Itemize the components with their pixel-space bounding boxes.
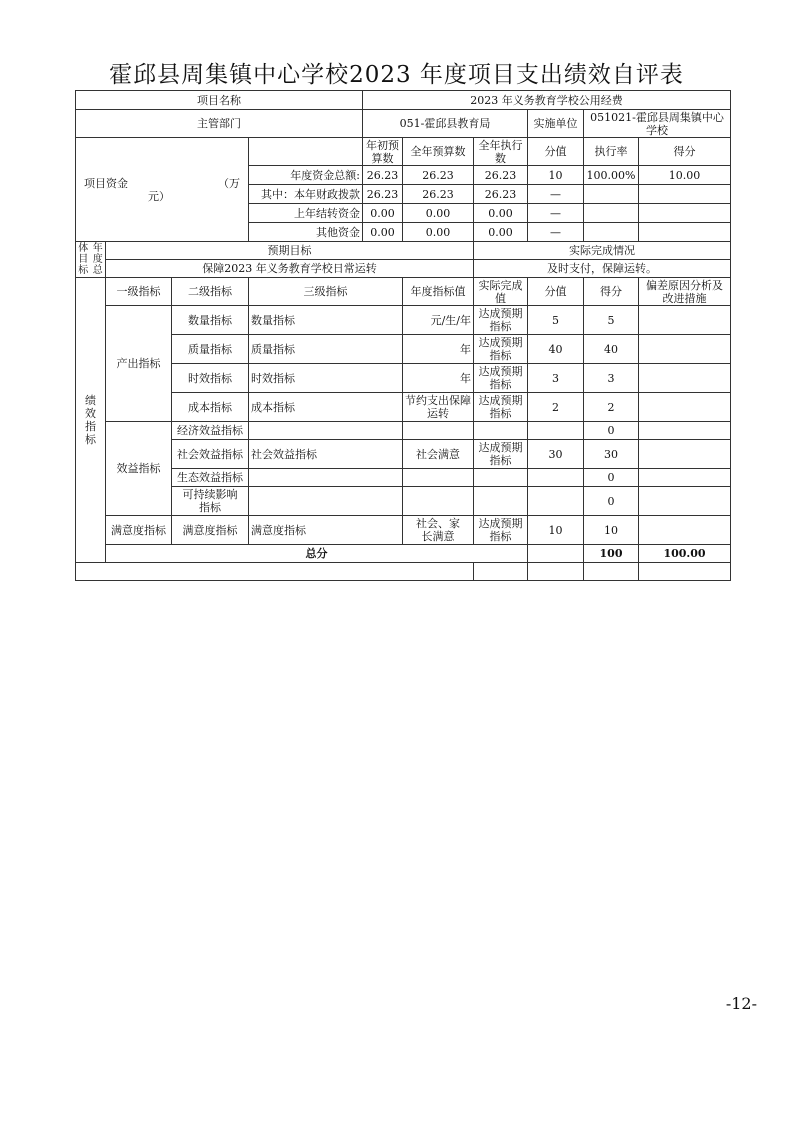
indicator-l3 [249, 469, 403, 487]
header-score: 得分 [584, 278, 639, 306]
indicator-score-value: 10 [528, 516, 584, 545]
funds-row-exec: 0.00 [474, 204, 528, 223]
funds-header-blank [249, 138, 363, 166]
indicator-l3: 社会效益指标 [249, 440, 403, 469]
project-funds-label [76, 138, 249, 242]
indicator-row [76, 516, 731, 545]
indicator-score: 5 [584, 306, 639, 335]
funds-header-init: 年初预算数 [363, 138, 403, 166]
funds-row-name: 其中：本年财政拨款 [249, 185, 363, 204]
indicator-reason [639, 469, 731, 487]
empty-row [76, 563, 731, 581]
indicator-target [403, 487, 474, 516]
empty-cell [639, 563, 731, 581]
indicator-score: 2 [584, 393, 639, 422]
header-score-value: 分值 [528, 278, 584, 306]
indicator-l2: 满意度指标 [172, 516, 249, 545]
funds-row-score: 10.00 [639, 166, 731, 185]
indicator-row [76, 364, 731, 393]
funds-row-exec: 26.23 [474, 185, 528, 204]
indicator-l3 [249, 487, 403, 516]
funds-header-score-value: 分值 [528, 138, 584, 166]
unit-value: 051021-霍邱县周集镇中心学校 [584, 110, 731, 138]
indicator-score-value [528, 422, 584, 440]
funds-row-init: 0.00 [363, 223, 403, 242]
funds-row-score-value: 10 [528, 166, 584, 185]
funds-label-b: （万 [218, 176, 240, 190]
actual-goal-value: 及时支付，保障运转。 [474, 260, 731, 278]
funds-header-row [76, 138, 731, 166]
indicator-row [76, 422, 731, 440]
goal-side-label [76, 242, 106, 278]
indicator-reason [639, 422, 731, 440]
unit-label: 实施单位 [528, 110, 584, 138]
output-indicator-label: 产出指标 [106, 306, 172, 422]
funds-label-a: 项目资金 [84, 176, 128, 190]
indicator-reason [639, 516, 731, 545]
indicator-l2: 生态效益指标 [172, 469, 249, 487]
funds-row-score [639, 223, 731, 242]
funds-header-annual: 全年预算数 [403, 138, 474, 166]
indicator-score-value: 2 [528, 393, 584, 422]
indicator-actual: 达成预期指标 [474, 393, 528, 422]
project-name-label: 项目名称 [76, 91, 363, 110]
funds-row-name: 其他资金 [249, 223, 363, 242]
indicator-header-row [76, 278, 731, 306]
funds-row-rate: 100.00% [584, 166, 639, 185]
indicator-score-value: 30 [528, 440, 584, 469]
header-actual: 实际完成值 [474, 278, 528, 306]
empty-cell [76, 563, 474, 581]
indicator-actual: 达成预期指标 [474, 335, 528, 364]
indicator-row [76, 440, 731, 469]
goal-char: 标 [78, 265, 89, 276]
indicator-score-value: 3 [528, 364, 584, 393]
funds-row-rate [584, 204, 639, 223]
funds-header-score: 得分 [639, 138, 731, 166]
indicator-reason [639, 364, 731, 393]
funds-row-rate [584, 185, 639, 204]
funds-row-rate [584, 223, 639, 242]
indicator-reason [639, 335, 731, 364]
satisfaction-indicator-label: 满意度指标 [106, 516, 172, 545]
indicator-target: 年 [403, 364, 474, 393]
indicator-score: 10 [584, 516, 639, 545]
project-name-row [76, 91, 731, 110]
header-level3: 三级指标 [249, 278, 403, 306]
indicator-target: 社会满意 [403, 440, 474, 469]
empty-cell [528, 563, 584, 581]
funds-row-score-value: — [528, 223, 584, 242]
department-row [76, 110, 731, 138]
indicator-actual: 达成预期指标 [474, 306, 528, 335]
self-evaluation-table [75, 90, 731, 581]
funds-row-annual: 0.00 [403, 223, 474, 242]
indicator-score: 0 [584, 422, 639, 440]
funds-row-exec: 0.00 [474, 223, 528, 242]
funds-row-annual: 26.23 [403, 185, 474, 204]
indicator-row [76, 393, 731, 422]
indicator-target [403, 422, 474, 440]
indicator-l3: 时效指标 [249, 364, 403, 393]
funds-row-exec: 26.23 [474, 166, 528, 185]
indicator-reason [639, 487, 731, 516]
expected-goal-label: 预期目标 [106, 242, 474, 260]
empty-cell [584, 563, 639, 581]
indicator-target: 年 [403, 335, 474, 364]
funds-header-rate: 执行率 [584, 138, 639, 166]
indicator-l3: 满意度指标 [249, 516, 403, 545]
indicator-actual [474, 487, 528, 516]
department-value: 051-霍邱县教育局 [363, 110, 528, 138]
total-row [76, 545, 731, 563]
indicator-row [76, 487, 731, 516]
total-label: 总分 [106, 545, 528, 563]
indicator-reason [639, 440, 731, 469]
funds-row-init: 26.23 [363, 185, 403, 204]
indicator-side-label [76, 278, 106, 563]
funds-row-score-value: — [528, 185, 584, 204]
indicator-row [76, 306, 731, 335]
page-title: 霍邱县周集镇中心学校2023 年度项目支出绩效自评表 [109, 62, 684, 88]
indicator-target: 元/生/年 [403, 306, 474, 335]
funds-row-name: 年度资金总额: [249, 166, 363, 185]
indicator-score-value [528, 487, 584, 516]
goal-char: 度 [92, 254, 103, 265]
funds-row-annual: 26.23 [403, 166, 474, 185]
indicator-target: 社会、家长满意 [403, 516, 474, 545]
header-reason: 偏差原因分析及改进措施 [639, 278, 731, 306]
indicator-actual [474, 469, 528, 487]
project-name-value: 2023 年义务教育学校公用经费 [363, 91, 731, 110]
indicator-actual [474, 422, 528, 440]
indicator-score-value: 5 [528, 306, 584, 335]
indicator-score-value: 40 [528, 335, 584, 364]
funds-header-exec: 全年执行数 [474, 138, 528, 166]
goal-char: 年 [92, 243, 103, 254]
indicator-row [76, 335, 731, 364]
effect-indicator-label: 效益指标 [106, 422, 172, 516]
header-level1: 一级指标 [106, 278, 172, 306]
actual-goal-label: 实际完成情况 [474, 242, 731, 260]
goal-value-row [76, 260, 731, 278]
funds-row-score-value: — [528, 204, 584, 223]
indicator-actual: 达成预期指标 [474, 364, 528, 393]
total-value: 100 [584, 545, 639, 563]
indicator-reason [639, 306, 731, 335]
funds-row-score [639, 185, 731, 204]
indicator-l2: 社会效益指标 [172, 440, 249, 469]
goal-header-row [76, 242, 731, 260]
funds-label-c: 元） [148, 189, 170, 203]
funds-row-init: 0.00 [363, 204, 403, 223]
indicator-l2: 经济效益指标 [172, 422, 249, 440]
indicator-score-value [528, 469, 584, 487]
goal-char: 总 [92, 265, 103, 276]
indicator-side-text: 绩效指标 [85, 394, 96, 446]
indicator-score: 30 [584, 440, 639, 469]
header-level2: 二级指标 [172, 278, 249, 306]
indicator-score: 0 [584, 487, 639, 516]
indicator-score: 40 [584, 335, 639, 364]
expected-goal-value: 保障2023 年义务教育学校日常运转 [106, 260, 474, 278]
indicator-l2: 成本指标 [172, 393, 249, 422]
goal-char: 目 [78, 254, 89, 265]
empty-cell [474, 563, 528, 581]
indicator-target: 节约支出保障运转 [403, 393, 474, 422]
indicator-l3: 成本指标 [249, 393, 403, 422]
indicator-l2: 时效指标 [172, 364, 249, 393]
page-number: -12- [725, 994, 757, 1013]
funds-row-annual: 0.00 [403, 204, 474, 223]
indicator-target [403, 469, 474, 487]
indicator-actual: 达成预期指标 [474, 440, 528, 469]
indicator-l2: 质量指标 [172, 335, 249, 364]
indicator-l3: 数量指标 [249, 306, 403, 335]
header-target: 年度指标值 [403, 278, 474, 306]
indicator-l3: 质量指标 [249, 335, 403, 364]
indicator-actual: 达成预期指标 [474, 516, 528, 545]
indicator-reason [639, 393, 731, 422]
total-score: 100.00 [639, 545, 731, 563]
indicator-l3 [249, 422, 403, 440]
indicator-l2: 可持续影响指标 [172, 487, 249, 516]
funds-row-score [639, 204, 731, 223]
funds-row-name: 上年结转资金 [249, 204, 363, 223]
indicator-l2: 数量指标 [172, 306, 249, 335]
funds-row-init: 26.23 [363, 166, 403, 185]
indicator-row [76, 469, 731, 487]
indicator-score: 3 [584, 364, 639, 393]
goal-char: 体 [78, 243, 89, 254]
total-blank [528, 545, 584, 563]
department-label: 主管部门 [76, 110, 363, 138]
indicator-score: 0 [584, 469, 639, 487]
